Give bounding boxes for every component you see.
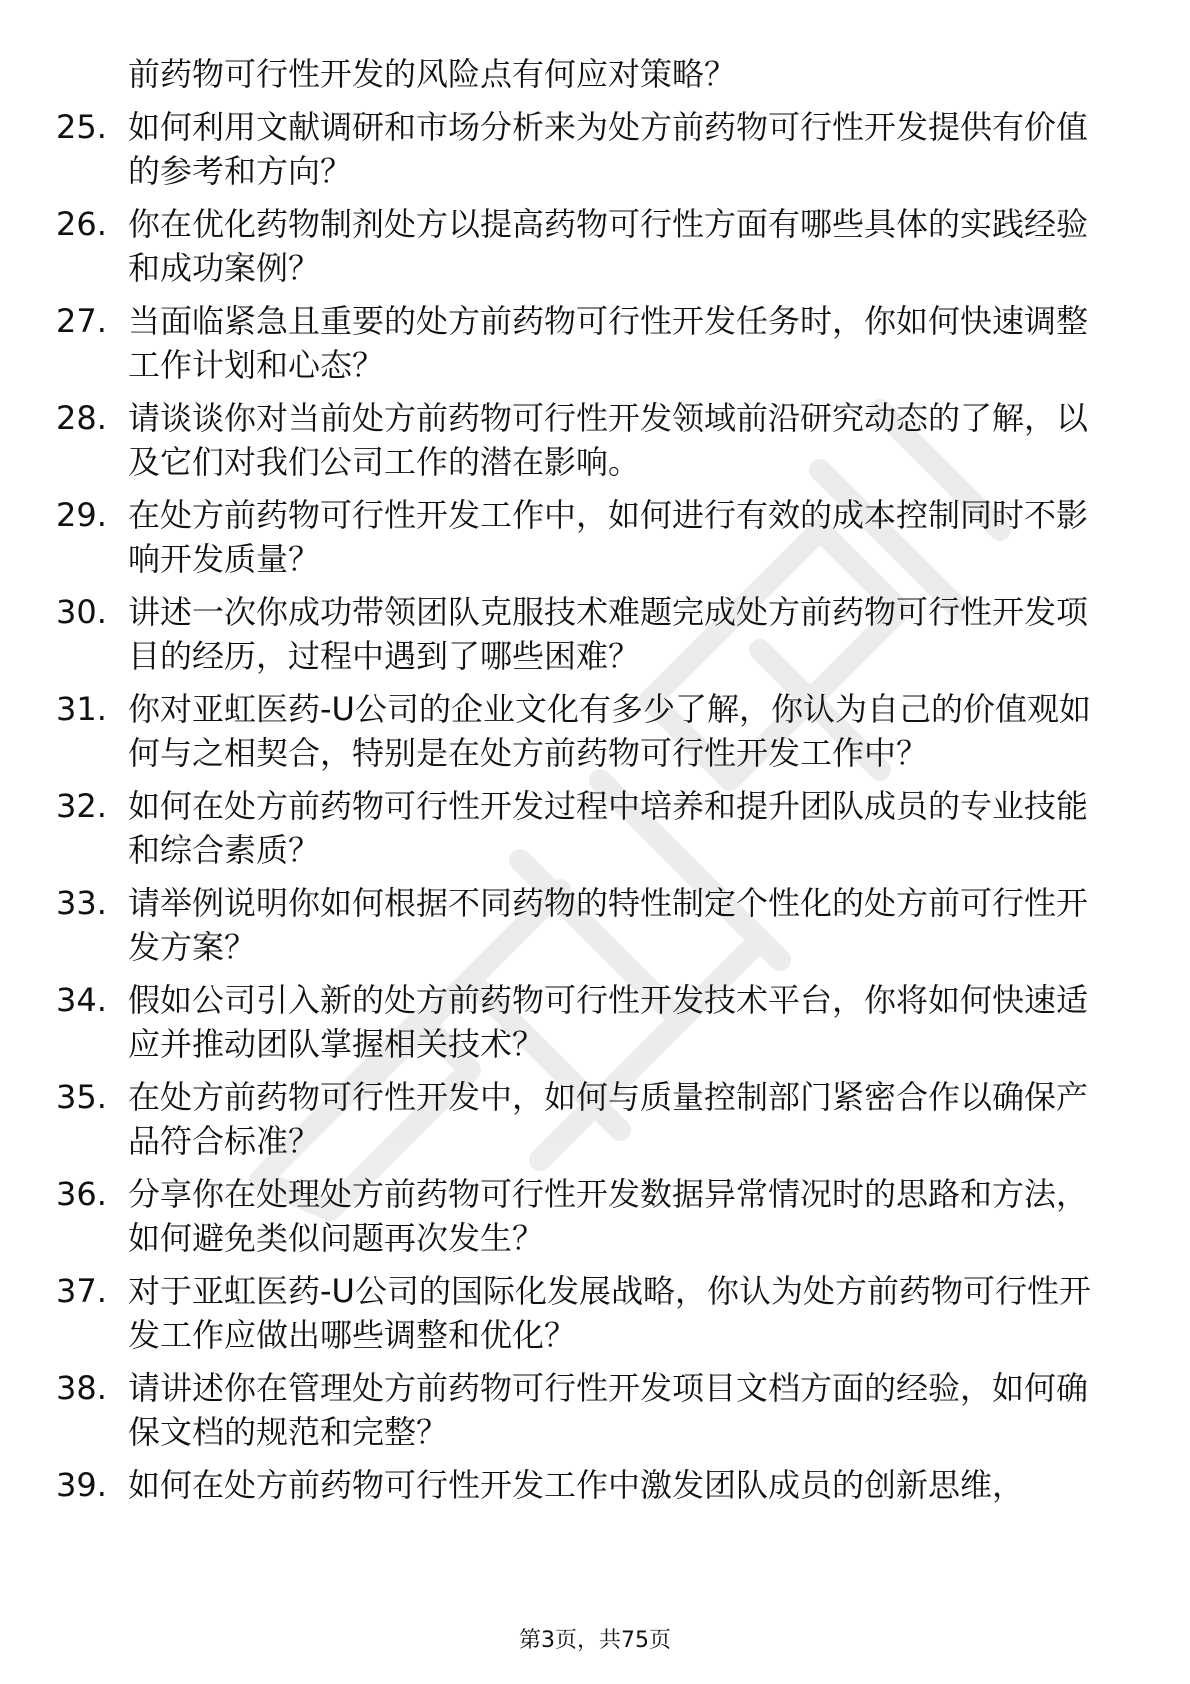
- item-text: 前药物可行性开发的风险点有何应对策略？: [128, 55, 737, 93]
- item-text: 请讲述你在管理处方前药物可行性开发项目文档方面的经验，如何确保文档的规范和完整？: [128, 1369, 1089, 1451]
- item-text: 讲述一次你成功带领团队克服技术难题完成处方前药物可行性开发项目的经历，过程中遇到了哪些困难？: [128, 593, 1089, 675]
- list-item: [0, 52, 1190, 96]
- list-item: [0, 202, 1190, 290]
- item-text: 你对亚虹医药-U公司的企业文化有多少了解，你认为自己的价值观如何与之相契合，特别是在处方前药物可行性开发工作中？: [128, 690, 1091, 772]
- item-text: 如何在处方前药物可行性开发过程中培养和提升团队成员的专业技能和综合素质？: [128, 787, 1089, 869]
- list-item: [0, 396, 1190, 484]
- item-number: 36.: [56, 1175, 107, 1213]
- item-number: 32.: [56, 787, 107, 825]
- item-number: 37.: [56, 1272, 107, 1310]
- item-text: 如何在处方前药物可行性开发工作中激发团队成员的创新思维，: [128, 1466, 1025, 1504]
- item-number: 26.: [56, 205, 107, 243]
- list-item: [0, 881, 1190, 969]
- list-item: [0, 1172, 1190, 1260]
- item-text: 在处方前药物可行性开发中，如何与质量控制部门紧密合作以确保产品符合标准？: [128, 1078, 1089, 1160]
- item-text: 对于亚虹医药-U公司的国际化发展战略，你认为处方前药物可行性开发工作应做出哪些调整和优化？: [128, 1272, 1091, 1354]
- item-number: 29.: [56, 496, 107, 534]
- list-item: [0, 590, 1190, 678]
- item-text: 假如公司引入新的处方前药物可行性开发技术平台，你将如何快速适应并推动团队掌握相关技术？: [128, 981, 1089, 1063]
- list-item: [0, 1366, 1190, 1454]
- item-number: 39.: [56, 1466, 107, 1504]
- list-item: [0, 299, 1190, 387]
- item-number: 35.: [56, 1078, 107, 1116]
- item-number: 33.: [56, 884, 107, 922]
- item-text: 请举例说明你如何根据不同药物的特性制定个性化的处方前可行性开发方案？: [128, 884, 1089, 966]
- item-text: 你在优化药物制剂处方以提高药物可行性方面有哪些具体的实践经验和成功案例？: [128, 205, 1089, 287]
- item-text: 分享你在处理处方前药物可行性开发数据异常情况时的思路和方法，如何避免类似问题再次发生？: [128, 1175, 1089, 1257]
- item-number: 27.: [56, 302, 107, 340]
- question-list: [0, 52, 1190, 1516]
- item-number: 31.: [56, 690, 107, 728]
- list-item: [0, 784, 1190, 872]
- list-item: [0, 687, 1190, 775]
- list-item: [0, 493, 1190, 581]
- item-text: 如何利用文献调研和市场分析来为处方前药物可行性开发提供有价值的参考和方向？: [128, 108, 1089, 190]
- item-number: 38.: [56, 1369, 107, 1407]
- item-text: 当面临紧急且重要的处方前药物可行性开发任务时，你如何快速调整工作计划和心态？: [128, 302, 1089, 384]
- page-footer: 第3页，共75页: [519, 1628, 671, 1653]
- list-item: [0, 978, 1190, 1066]
- item-number: 34.: [56, 981, 107, 1019]
- list-item: [0, 1269, 1190, 1357]
- item-number: 25.: [56, 108, 107, 146]
- item-text: 在处方前药物可行性开发工作中，如何进行有效的成本控制同时不影响开发质量？: [128, 496, 1089, 578]
- item-text: 请谈谈你对当前处方前药物可行性开发领域前沿研究动态的了解，以及它们对我们公司工作的潜在影响。: [128, 399, 1089, 481]
- item-number: 30.: [56, 593, 107, 631]
- item-number: 28.: [56, 399, 107, 437]
- list-item: [0, 1075, 1190, 1163]
- list-item: [0, 105, 1190, 193]
- list-item: [0, 1463, 1190, 1507]
